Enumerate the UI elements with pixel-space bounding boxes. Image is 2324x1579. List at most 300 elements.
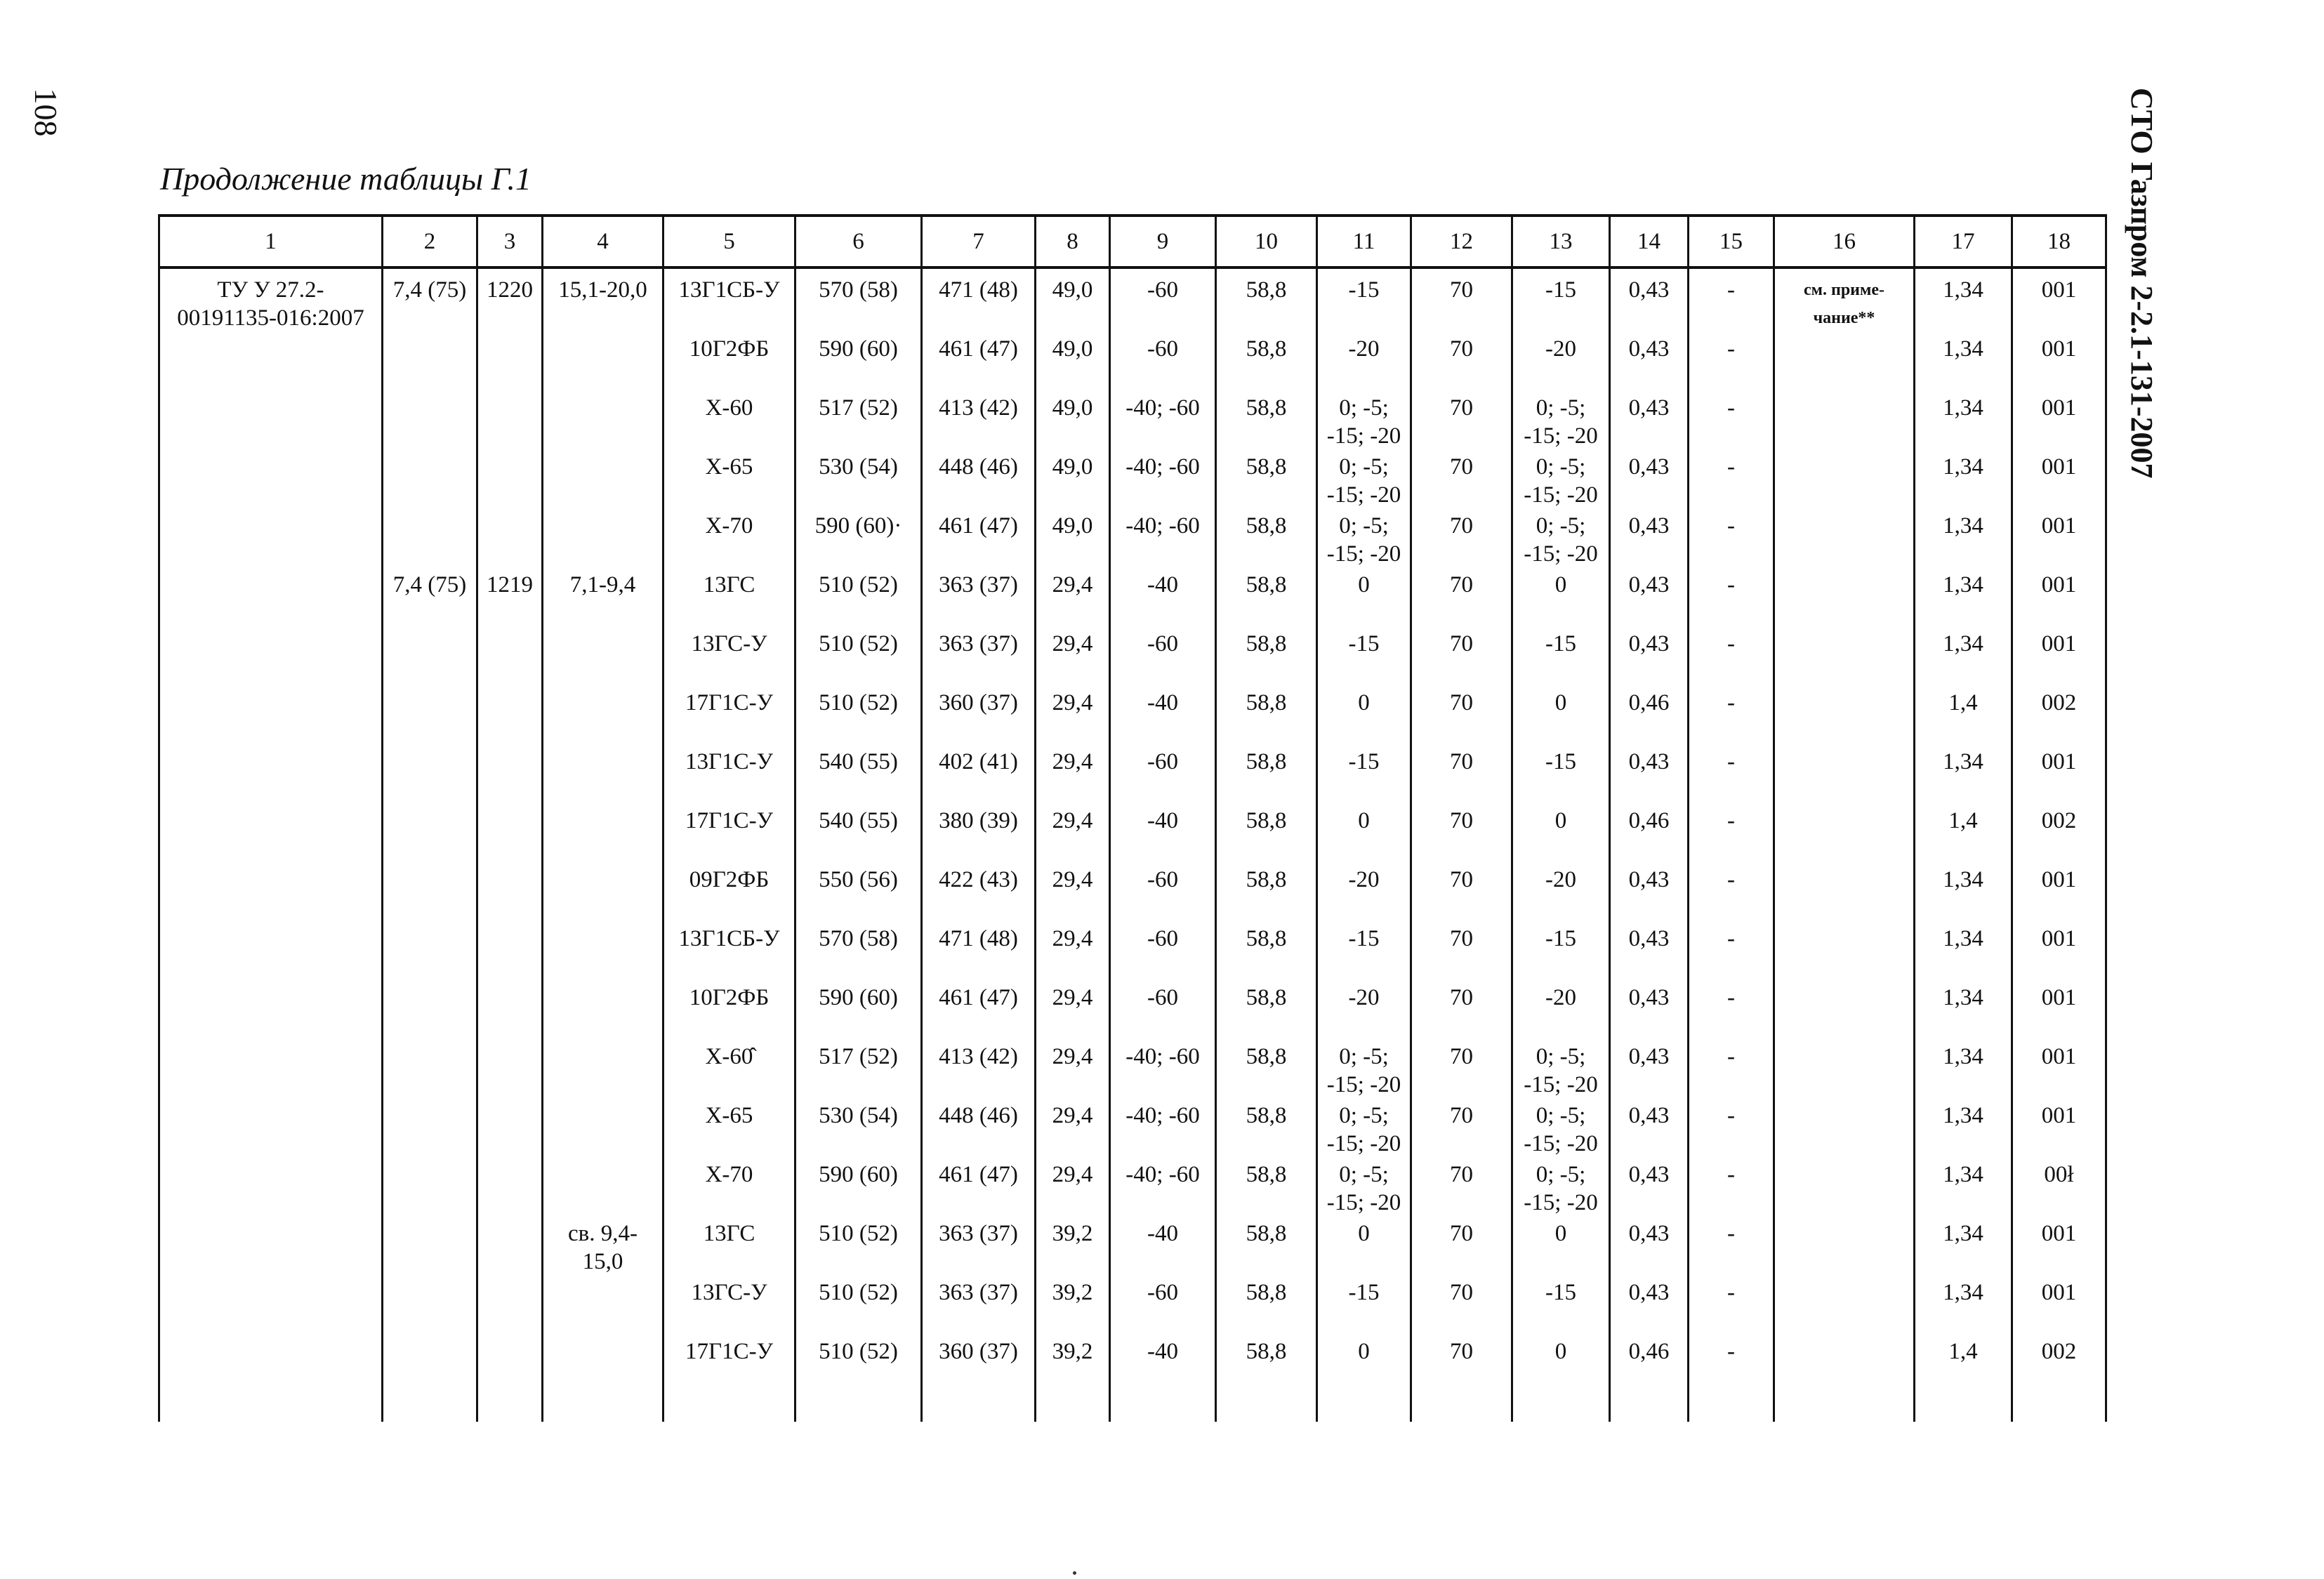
- table-cell: 570 (58): [795, 922, 922, 981]
- table-cell: 380 (39): [922, 804, 1036, 863]
- table-cell: [383, 922, 477, 981]
- table-cell: 17Г1С-У: [663, 686, 795, 745]
- table-cell: [383, 804, 477, 863]
- table-cell: -20: [1317, 863, 1411, 922]
- table-cell: 1,34: [1915, 391, 2012, 450]
- table-cell: -: [1689, 509, 1774, 568]
- table-cell: [477, 1335, 543, 1394]
- table-cell: -: [1689, 1040, 1774, 1099]
- table-cell: 58,8: [1216, 332, 1317, 391]
- table-row: [159, 627, 2106, 686]
- header-cell: 18: [2012, 216, 2106, 267]
- table-cell: 70: [1411, 1158, 1512, 1217]
- table-cell: -60: [1110, 981, 1216, 1040]
- table-cell: -: [1689, 1335, 1774, 1394]
- table-cell: 570 (58): [795, 267, 922, 332]
- table-cell: [159, 332, 383, 391]
- header-row: [159, 216, 2106, 267]
- table-cell: 540 (55): [795, 745, 922, 804]
- table-cell: 0; -5; -15; -20: [1317, 450, 1411, 509]
- table-cell: 001: [2012, 922, 2106, 981]
- table-cell: [383, 1040, 477, 1099]
- table-row: [159, 804, 2106, 863]
- table-cell: [159, 981, 383, 1040]
- table-cell: 550 (56): [795, 863, 922, 922]
- table-cell: [159, 568, 383, 627]
- table-cell: [477, 1040, 543, 1099]
- table-cell: [477, 1099, 543, 1158]
- table-cell: 0,46: [1610, 804, 1689, 863]
- table-cell: Х-65: [663, 1099, 795, 1158]
- table-cell: -40: [1110, 804, 1216, 863]
- table-cell: -: [1689, 1276, 1774, 1335]
- table-cell: -20: [1512, 332, 1610, 391]
- table-cell: 0; -5; -15; -20: [1317, 1099, 1411, 1158]
- table-cell: [383, 863, 477, 922]
- table-row: [159, 1099, 2106, 1158]
- table-cell: 0: [1512, 568, 1610, 627]
- table-cell: 0; -5; -15; -20: [1512, 391, 1610, 450]
- table-cell: 1,34: [1915, 1040, 2012, 1099]
- table-cell: [477, 627, 543, 686]
- table-cell: [1774, 686, 1915, 745]
- table-cell-empty: [1110, 1394, 1216, 1422]
- table-cell: [543, 391, 663, 450]
- table-cell: 58,8: [1216, 981, 1317, 1040]
- table-row: [159, 1158, 2106, 1217]
- table-cell: -: [1689, 981, 1774, 1040]
- header-cell: 3: [477, 216, 543, 267]
- table-cell: 002: [2012, 1335, 2106, 1394]
- table-cell: 001: [2012, 863, 2106, 922]
- table-cell: [543, 745, 663, 804]
- table-body: [159, 267, 2106, 1422]
- table-cell: 363 (37): [922, 1276, 1036, 1335]
- table-cell: -20: [1512, 981, 1610, 1040]
- table-cell: [477, 1276, 543, 1335]
- table-cell: 590 (60)·: [795, 509, 922, 568]
- table-cell: 58,8: [1216, 450, 1317, 509]
- table-cell: [477, 981, 543, 1040]
- table-cell: 517 (52): [795, 391, 922, 450]
- table-cell: -40; -60: [1110, 509, 1216, 568]
- table-cell: 70: [1411, 568, 1512, 627]
- table-cell: -: [1689, 627, 1774, 686]
- table-cell: [543, 450, 663, 509]
- table-cell: -: [1689, 804, 1774, 863]
- table-cell: 1,34: [1915, 922, 2012, 981]
- table-cell: 001: [2012, 1099, 2106, 1158]
- table-row: [159, 568, 2106, 627]
- table-cell: [1774, 863, 1915, 922]
- table-cell: 0; -5; -15; -20: [1317, 391, 1411, 450]
- table-cell: 49,0: [1036, 267, 1110, 332]
- table-cell: [477, 1158, 543, 1217]
- table-cell: 58,8: [1216, 1040, 1317, 1099]
- table-cell: см. приме- чание**: [1774, 267, 1915, 332]
- table-cell: [159, 509, 383, 568]
- table-cell: 49,0: [1036, 450, 1110, 509]
- table-cell: -15: [1512, 627, 1610, 686]
- table-cell: [543, 509, 663, 568]
- table-row: [159, 922, 2106, 981]
- table-cell: 58,8: [1216, 1158, 1317, 1217]
- table-cell: [543, 804, 663, 863]
- table-cell: 590 (60): [795, 981, 922, 1040]
- table-cell: -60: [1110, 627, 1216, 686]
- table-cell: 0; -5; -15; -20: [1317, 509, 1411, 568]
- page-number: 108: [28, 88, 64, 137]
- table-cell: 58,8: [1216, 627, 1317, 686]
- table-cell: 58,8: [1216, 863, 1317, 922]
- table-cell: 1,34: [1915, 1158, 2012, 1217]
- table-cell: 13ГС: [663, 1217, 795, 1276]
- table-cell: 461 (47): [922, 509, 1036, 568]
- table-cell: [477, 509, 543, 568]
- table-cell: [1774, 627, 1915, 686]
- table-cell: [159, 1335, 383, 1394]
- table-cell: -: [1689, 1099, 1774, 1158]
- table-cell: 1,4: [1915, 1335, 2012, 1394]
- table-cell: 70: [1411, 627, 1512, 686]
- table-cell: [543, 1276, 663, 1335]
- table-cell: [159, 863, 383, 922]
- table-cell: [383, 1217, 477, 1276]
- table-cell: 7,4 (75): [383, 267, 477, 332]
- table-cell: [543, 1335, 663, 1394]
- header-cell: 17: [1915, 216, 2012, 267]
- table-cell: 0,43: [1610, 391, 1689, 450]
- table-cell: -15: [1317, 1276, 1411, 1335]
- table-cell-empty: [2012, 1394, 2106, 1422]
- table-cell: 363 (37): [922, 568, 1036, 627]
- table-cell: св. 9,4- 15,0: [543, 1217, 663, 1276]
- table-cell: [1774, 981, 1915, 1040]
- table-cell: 422 (43): [922, 863, 1036, 922]
- table-cell: 0: [1317, 1217, 1411, 1276]
- table-cell: 58,8: [1216, 391, 1317, 450]
- table-cell: 1,34: [1915, 745, 2012, 804]
- table-cell: -15: [1317, 627, 1411, 686]
- table-cell: 1,34: [1915, 267, 2012, 332]
- table-cell: -20: [1317, 332, 1411, 391]
- table-row: [159, 745, 2106, 804]
- table-cell: [383, 391, 477, 450]
- table-cell: 29,4: [1036, 1040, 1110, 1099]
- table-cell: -: [1689, 332, 1774, 391]
- table-cell: -: [1689, 568, 1774, 627]
- table-cell: -60: [1110, 745, 1216, 804]
- table-cell: [1774, 1040, 1915, 1099]
- table-cell-empty: [1512, 1394, 1610, 1422]
- table-cell: -: [1689, 863, 1774, 922]
- table-cell: 70: [1411, 1217, 1512, 1276]
- table-cell: 1,34: [1915, 1276, 2012, 1335]
- table-cell: 29,4: [1036, 804, 1110, 863]
- table-cell: -15: [1317, 267, 1411, 332]
- table-cell: 29,4: [1036, 627, 1110, 686]
- table-cell: 49,0: [1036, 509, 1110, 568]
- table-cell: 13Г1СБ-У: [663, 922, 795, 981]
- table-cell: 448 (46): [922, 450, 1036, 509]
- table-cell: [159, 1099, 383, 1158]
- table-cell: -: [1689, 1217, 1774, 1276]
- table-row: [159, 332, 2106, 391]
- table-cell-empty: [383, 1394, 477, 1422]
- table-cell: 1,34: [1915, 1217, 2012, 1276]
- table-cell: 1220: [477, 267, 543, 332]
- table-cell: 001: [2012, 1276, 2106, 1335]
- table-cell: 363 (37): [922, 1217, 1036, 1276]
- table-cell: [1774, 450, 1915, 509]
- table-cell: [477, 332, 543, 391]
- table-cell: 001: [2012, 332, 2106, 391]
- table-cell: 0; -5; -15; -20: [1512, 1158, 1610, 1217]
- header-cell: 13: [1512, 216, 1610, 267]
- table-cell: 001: [2012, 1217, 2106, 1276]
- header-cell: 11: [1317, 216, 1411, 267]
- table-cell: 0,46: [1610, 686, 1689, 745]
- table-cell: -40: [1110, 1217, 1216, 1276]
- table-cell: 471 (48): [922, 267, 1036, 332]
- table-cell-empty: [922, 1394, 1036, 1422]
- table-cell: Х-65: [663, 450, 795, 509]
- table-cell: 0: [1512, 804, 1610, 863]
- table-cell: 1,34: [1915, 568, 2012, 627]
- table-cell: 29,4: [1036, 745, 1110, 804]
- table-cell: [1774, 568, 1915, 627]
- table-cell: 471 (48): [922, 922, 1036, 981]
- table-cell: [477, 922, 543, 981]
- table-caption: Продолжение таблицы Г.1: [160, 161, 532, 197]
- table-cell: -60: [1110, 1276, 1216, 1335]
- table-cell: -60: [1110, 922, 1216, 981]
- table-cell: -: [1689, 922, 1774, 981]
- table-cell: 13ГС-У: [663, 627, 795, 686]
- table-row: [159, 1217, 2106, 1276]
- table-cell: 29,4: [1036, 686, 1110, 745]
- table-cell: 13ГС-У: [663, 1276, 795, 1335]
- table-cell: 29,4: [1036, 568, 1110, 627]
- table-cell: 39,2: [1036, 1276, 1110, 1335]
- table-cell: 001: [2012, 745, 2106, 804]
- table-cell: [1774, 804, 1915, 863]
- table-cell: 29,4: [1036, 1158, 1110, 1217]
- table-cell: [477, 686, 543, 745]
- table-cell: [159, 686, 383, 745]
- table-cell: 530 (54): [795, 450, 922, 509]
- table-cell: [383, 332, 477, 391]
- table-cell: [159, 745, 383, 804]
- table-cell: [1774, 745, 1915, 804]
- table-cell: 0,43: [1610, 1158, 1689, 1217]
- table-cell: 530 (54): [795, 1099, 922, 1158]
- table-cell: [383, 1335, 477, 1394]
- table-cell: -40; -60: [1110, 1040, 1216, 1099]
- data-table: [158, 214, 2107, 1422]
- table-cell: 0,43: [1610, 745, 1689, 804]
- document-code: СТО Газпром 2-2.1-131-2007: [2125, 88, 2159, 479]
- table-cell: 0: [1512, 1335, 1610, 1394]
- header-cell: 14: [1610, 216, 1689, 267]
- table-cell: 0: [1317, 686, 1411, 745]
- table-cell: [477, 745, 543, 804]
- table-cell-empty: [1774, 1394, 1915, 1422]
- table-cell: 70: [1411, 863, 1512, 922]
- table-cell: 70: [1411, 450, 1512, 509]
- table-cell: 461 (47): [922, 981, 1036, 1040]
- table-cell: 002: [2012, 804, 2106, 863]
- table-cell: 413 (42): [922, 1040, 1036, 1099]
- table-cell: 13Г1С-У: [663, 745, 795, 804]
- table-cell: 0,43: [1610, 267, 1689, 332]
- table-cell: 360 (37): [922, 686, 1036, 745]
- table-cell: 17Г1С-У: [663, 804, 795, 863]
- table-cell: [477, 1217, 543, 1276]
- table-cell: 13ГС: [663, 568, 795, 627]
- table-cell: 510 (52): [795, 568, 922, 627]
- table-cell: 70: [1411, 509, 1512, 568]
- table-cell: 00ł: [2012, 1158, 2106, 1217]
- table-cell: [543, 1099, 663, 1158]
- table-cell: [159, 1276, 383, 1335]
- table-cell: -40; -60: [1110, 391, 1216, 450]
- table-cell: -: [1689, 745, 1774, 804]
- table-cell: 0,43: [1610, 922, 1689, 981]
- table-cell: [1774, 332, 1915, 391]
- table-cell: 58,8: [1216, 568, 1317, 627]
- header-cell: 10: [1216, 216, 1317, 267]
- table-cell: 1,34: [1915, 981, 2012, 1040]
- table-cell: [477, 804, 543, 863]
- table-cell: 1,34: [1915, 1099, 2012, 1158]
- table-cell-empty: [477, 1394, 543, 1422]
- table-row: [159, 1335, 2106, 1394]
- table-cell-empty: [795, 1394, 922, 1422]
- table-cell: [159, 922, 383, 981]
- table-cell: 0: [1317, 568, 1411, 627]
- table-cell: 58,8: [1216, 745, 1317, 804]
- stray-dot: [1073, 1571, 1076, 1575]
- table-cell: 70: [1411, 686, 1512, 745]
- header-cell: 15: [1689, 216, 1774, 267]
- table-cell: 0,43: [1610, 1276, 1689, 1335]
- table-cell: 002: [2012, 686, 2106, 745]
- table-cell: 15,1-20,0: [543, 267, 663, 332]
- header-cell: 1: [159, 216, 383, 267]
- table-cell: -20: [1317, 981, 1411, 1040]
- table-cell: 29,4: [1036, 863, 1110, 922]
- table-cell: 58,8: [1216, 267, 1317, 332]
- table-cell: -40; -60: [1110, 1158, 1216, 1217]
- table-cell: 70: [1411, 745, 1512, 804]
- table-cell: 1,4: [1915, 804, 2012, 863]
- header-cell: 6: [795, 216, 922, 267]
- table-cell: -60: [1110, 863, 1216, 922]
- table-cell: 510 (52): [795, 1217, 922, 1276]
- table-cell: 09Г2ФБ: [663, 863, 795, 922]
- table-cell: [1774, 509, 1915, 568]
- header-cell: 16: [1774, 216, 1915, 267]
- table-row: [159, 1276, 2106, 1335]
- table-cell: 0; -5; -15; -20: [1512, 1099, 1610, 1158]
- table-cell: 58,8: [1216, 804, 1317, 863]
- table-cell: 0; -5; -15; -20: [1512, 450, 1610, 509]
- table-cell: [383, 1099, 477, 1158]
- table-cell: 70: [1411, 922, 1512, 981]
- table-cell-empty: [1411, 1394, 1512, 1422]
- table-cell: 001: [2012, 509, 2106, 568]
- table-cell: 0; -5; -15; -20: [1317, 1158, 1411, 1217]
- table-cell: 0,43: [1610, 863, 1689, 922]
- table-cell: 510 (52): [795, 1276, 922, 1335]
- table-cell: 402 (41): [922, 745, 1036, 804]
- table-cell: -15: [1512, 1276, 1610, 1335]
- table-cell: 0,43: [1610, 627, 1689, 686]
- table-cell: 1,34: [1915, 332, 2012, 391]
- table-row: [159, 450, 2106, 509]
- header-cell: 5: [663, 216, 795, 267]
- table-cell: 1,34: [1915, 627, 2012, 686]
- table-cell: [543, 863, 663, 922]
- table-cell: 0,43: [1610, 450, 1689, 509]
- table-cell: [543, 922, 663, 981]
- table-cell: [543, 1040, 663, 1099]
- table-cell: [543, 332, 663, 391]
- table-cell: 10Г2ФБ: [663, 981, 795, 1040]
- table-cell: 0: [1512, 686, 1610, 745]
- table-cell: 29,4: [1036, 981, 1110, 1040]
- table-cell: 58,8: [1216, 686, 1317, 745]
- table-cell: [159, 1040, 383, 1099]
- header-cell: 7: [922, 216, 1036, 267]
- table-cell: 461 (47): [922, 1158, 1036, 1217]
- table-cell: Х-70: [663, 1158, 795, 1217]
- table-cell: [1774, 1099, 1915, 1158]
- table-cell: 70: [1411, 804, 1512, 863]
- table-cell: [383, 627, 477, 686]
- table-cell: 510 (52): [795, 686, 922, 745]
- table-cell: [383, 1158, 477, 1217]
- table-cell: -: [1689, 450, 1774, 509]
- table-cell: ТУ У 27.2- 00191135-016:2007: [159, 267, 383, 332]
- table-cell: [543, 686, 663, 745]
- table-cell: 0: [1317, 1335, 1411, 1394]
- table-cell: 0,43: [1610, 981, 1689, 1040]
- table-cell: [477, 863, 543, 922]
- table-cell: 58,8: [1216, 1335, 1317, 1394]
- table-cell: 70: [1411, 1335, 1512, 1394]
- table-cell: 0,43: [1610, 568, 1689, 627]
- table-cell: 70: [1411, 981, 1512, 1040]
- table-cell: 39,2: [1036, 1217, 1110, 1276]
- table-cell: 0,46: [1610, 1335, 1689, 1394]
- table-cell: [383, 745, 477, 804]
- table-cell: [543, 1158, 663, 1217]
- table-cell: 29,4: [1036, 1099, 1110, 1158]
- table-row: [159, 686, 2106, 745]
- table-cell-empty: [1689, 1394, 1774, 1422]
- table-cell: 0,43: [1610, 1217, 1689, 1276]
- table-cell: [159, 1217, 383, 1276]
- table-cell: Х-70: [663, 509, 795, 568]
- table-cell-empty: [1610, 1394, 1689, 1422]
- table-cell: 0: [1317, 804, 1411, 863]
- table-cell: -40; -60: [1110, 1099, 1216, 1158]
- table-cell: -20: [1512, 863, 1610, 922]
- table-cell: -40: [1110, 1335, 1216, 1394]
- table-cell: 39,2: [1036, 1335, 1110, 1394]
